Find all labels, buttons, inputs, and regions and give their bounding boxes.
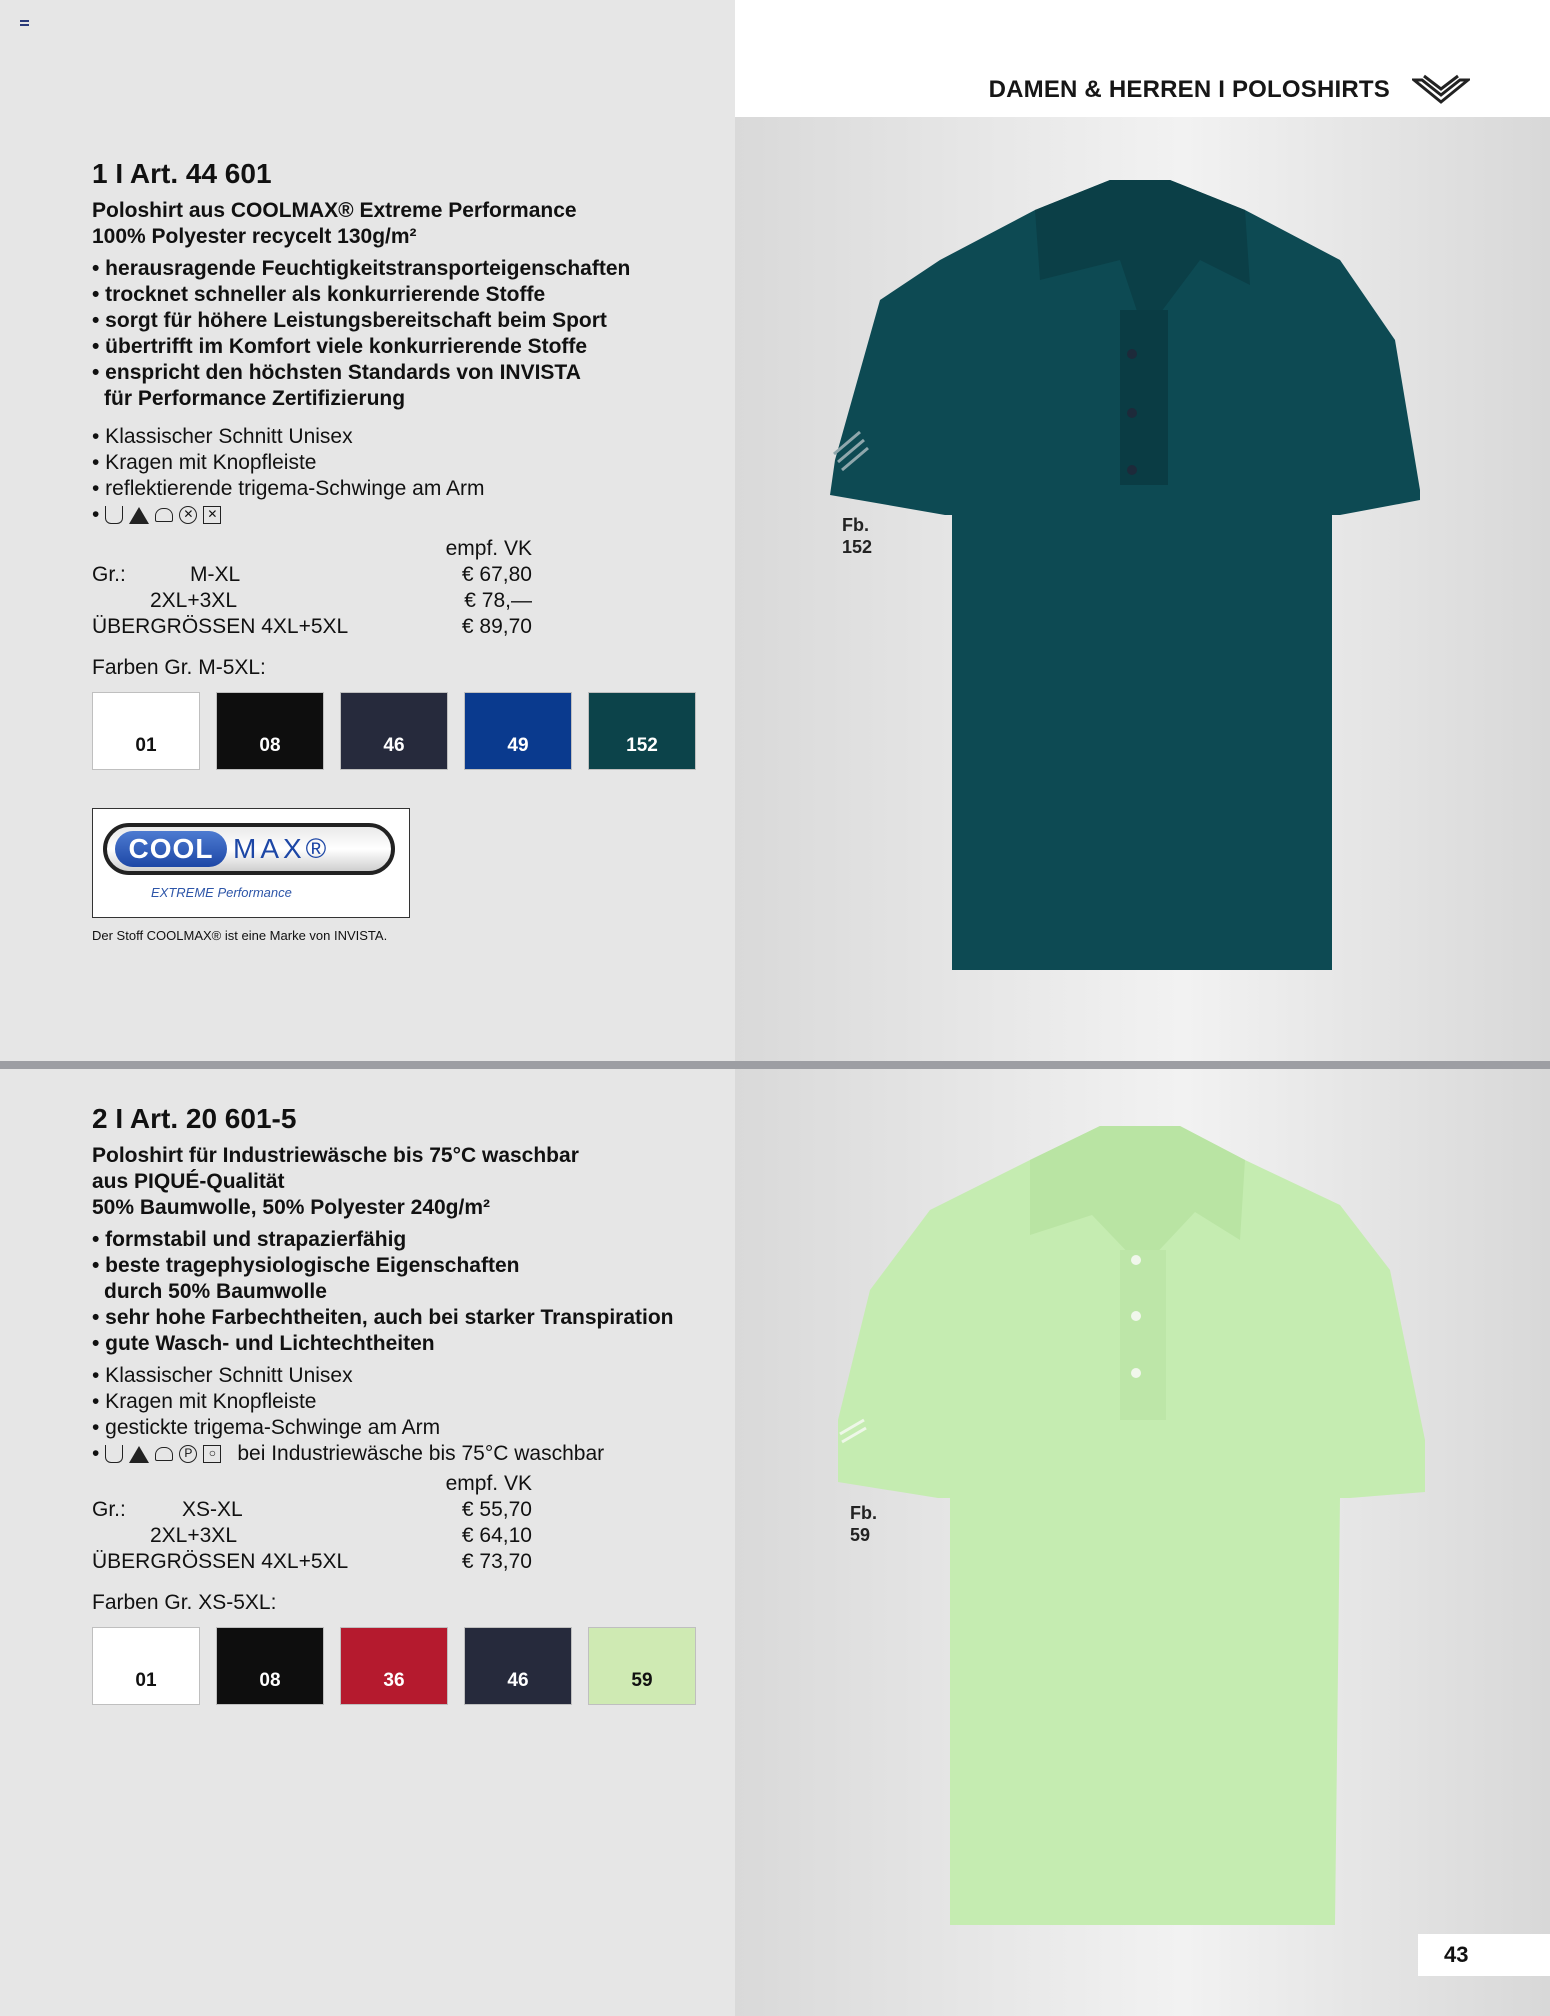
washtub-icon: [105, 506, 123, 524]
section-divider: [0, 1061, 1550, 1069]
care-note: bei Industriewäsche bis 75°C waschbar: [237, 1442, 605, 1465]
price-row: [92, 1497, 532, 1523]
product-photo-green-polo: [830, 1120, 1450, 1930]
swatch-code: 49: [507, 735, 529, 756]
swatch-code: 36: [383, 1670, 405, 1691]
color-swatch[interactable]: [464, 1627, 572, 1705]
feature-continuation: für Performance Zertifizierung: [104, 387, 406, 410]
product-photo-petrol-polo: [820, 170, 1460, 980]
size-label: Gr.:: [92, 563, 126, 586]
fb-code: 152: [842, 537, 873, 557]
basic-item: • Kragen mit Knopfleiste: [92, 451, 317, 474]
care-bullet: •: [92, 1442, 100, 1465]
no-bleach-icon: [129, 1446, 149, 1463]
tumble-dry-icon: ○: [203, 1445, 221, 1463]
swatch-code: 01: [135, 735, 157, 756]
feature-list: [92, 256, 712, 412]
basic-list: [92, 424, 712, 528]
no-tumble-dry-icon: ✕: [179, 506, 197, 524]
size-label: Gr.:: [92, 1498, 126, 1521]
price-value: € 67,80: [461, 563, 532, 586]
size-label: ÜBERGRÖSSEN 4XL+5XL: [92, 1550, 349, 1573]
page-title: DAMEN & HERREN I POLOSHIRTS: [988, 76, 1390, 103]
feature-item: [92, 1279, 712, 1305]
feature-item: • gute Wasch- und Lichtechtheiten: [92, 1332, 435, 1355]
fb-prefix: Fb.: [850, 1503, 877, 1523]
basic-item: • gestickte trigema-Schwinge am Arm: [92, 1416, 441, 1439]
article-title: 2 I Art. 20 601-5: [92, 1103, 297, 1134]
color-swatch[interactable]: [340, 692, 448, 770]
size-range: M-XL: [190, 563, 241, 586]
feature-item: • herausragende Feuchtigkeitstransporteigenschaften: [92, 257, 631, 280]
feature-list: [92, 1227, 712, 1357]
feature-item: • sorgt für höhere Leistungsbereitschaft beim Sport: [92, 309, 607, 332]
feature-item: • beste tragephysiologische Eigenschaften: [92, 1254, 520, 1277]
price-table: [92, 536, 532, 640]
color-swatch[interactable]: [216, 692, 324, 770]
feature-item: [92, 386, 712, 412]
no-dry-clean-icon: ✕: [203, 506, 221, 524]
price-value: € 64,10: [461, 1524, 532, 1547]
swatch-code: 01: [135, 1670, 157, 1691]
fb-code: 59: [850, 1525, 871, 1545]
no-bleach-icon: [129, 507, 149, 524]
corner-mark-icon: [20, 20, 29, 26]
care-symbols: [92, 502, 712, 528]
page-header: [989, 72, 1470, 108]
swatch-code: 08: [259, 735, 281, 756]
color-swatch[interactable]: [588, 692, 696, 770]
article-title: 1 I Art. 44 601: [92, 158, 272, 189]
swatch-code: 59: [631, 1670, 653, 1691]
price-row: [92, 562, 532, 588]
feature-item: • enspricht den höchsten Standards von INVISTA: [92, 361, 581, 384]
product-section-1: [92, 158, 712, 943]
fb-prefix: Fb.: [842, 515, 869, 535]
price-value: € 73,70: [461, 1550, 532, 1573]
colors-label: Farben Gr. M-5XL:: [92, 656, 266, 679]
color-swatch[interactable]: [92, 692, 200, 770]
color-swatch[interactable]: [588, 1627, 696, 1705]
price-header-row: [92, 536, 532, 562]
basic-item: • Klassischer Schnitt Unisex: [92, 425, 353, 448]
professional-clean-icon: P: [179, 1445, 197, 1463]
price-row: [92, 1523, 532, 1549]
feature-item: • sehr hohe Farbechtheiten, auch bei starker Transpiration: [92, 1306, 674, 1329]
price-row: [92, 588, 532, 614]
product-subline: aus PIQUÉ-Qualität: [92, 1170, 285, 1193]
feature-item: • übertrifft im Komfort viele konkurrierende Stoffe: [92, 335, 588, 358]
swatch-code: 152: [626, 735, 658, 756]
swatch-code: 46: [507, 1670, 529, 1691]
color-swatch[interactable]: [464, 692, 572, 770]
basic-item: • reflektierende trigema-Schwinge am Arm: [92, 477, 485, 500]
price-value: € 55,70: [461, 1498, 532, 1521]
colors-label: Farben Gr. XS-5XL:: [92, 1591, 277, 1614]
price-row: [92, 614, 532, 640]
color-swatch[interactable]: [216, 1627, 324, 1705]
coolmax-tagline: EXTREME Performance: [151, 885, 292, 900]
coolmax-badge: [103, 823, 395, 875]
page-number: 43: [1418, 1934, 1550, 1976]
price-value: € 78,—: [464, 589, 532, 612]
color-swatches: [92, 1627, 712, 1705]
color-swatches: [92, 692, 712, 770]
trademark-note: Der Stoff COOLMAX® ist eine Marke von INVISTA.: [92, 928, 388, 943]
size-range: XS-XL: [182, 1498, 243, 1521]
price-header-row: [92, 1471, 532, 1497]
feature-item: • trocknet schneller als konkurrierende Stoffe: [92, 283, 546, 306]
feature-item: • formstabil und strapazierfähig: [92, 1228, 407, 1251]
color-swatch[interactable]: [92, 1627, 200, 1705]
coolmax-max-text: MAX®: [233, 833, 331, 864]
feature-continuation: durch 50% Baumwolle: [104, 1280, 327, 1303]
size-range: 2XL+3XL: [150, 589, 237, 612]
basic-item: • Kragen mit Knopfleiste: [92, 1390, 317, 1413]
size-label: ÜBERGRÖSSEN 4XL+5XL: [92, 615, 349, 638]
product-subline: 50% Baumwolle, 50% Polyester 240g/m²: [92, 1196, 491, 1219]
price-header: empf. VK: [445, 537, 532, 560]
coolmax-logo: [92, 808, 410, 918]
product-section-2: [92, 1103, 712, 1705]
trigema-logo-icon: [1412, 72, 1470, 108]
swatch-code: 46: [383, 735, 405, 756]
color-swatch[interactable]: [340, 1627, 448, 1705]
swatch-code: 08: [259, 1670, 281, 1691]
price-value: € 89,70: [461, 615, 532, 638]
care-symbols: [92, 1441, 712, 1467]
product-subline: 100% Polyester recycelt 130g/m²: [92, 225, 417, 248]
price-row: [92, 1549, 532, 1575]
iron-icon: [155, 1447, 173, 1461]
care-bullet: •: [92, 503, 100, 526]
price-header: empf. VK: [445, 1472, 532, 1495]
product-subline: Poloshirt für Industriewäsche bis 75°C waschbar: [92, 1144, 579, 1167]
coolmax-cool-text: COOL: [115, 831, 227, 867]
basic-list: [92, 1363, 712, 1467]
washtub-icon: [105, 1445, 123, 1463]
basic-item: • Klassischer Schnitt Unisex: [92, 1364, 353, 1387]
product-subline: Poloshirt aus COOLMAX® Extreme Performance: [92, 199, 577, 222]
price-table: [92, 1471, 532, 1575]
size-range: 2XL+3XL: [150, 1524, 237, 1547]
iron-icon: [155, 508, 173, 522]
